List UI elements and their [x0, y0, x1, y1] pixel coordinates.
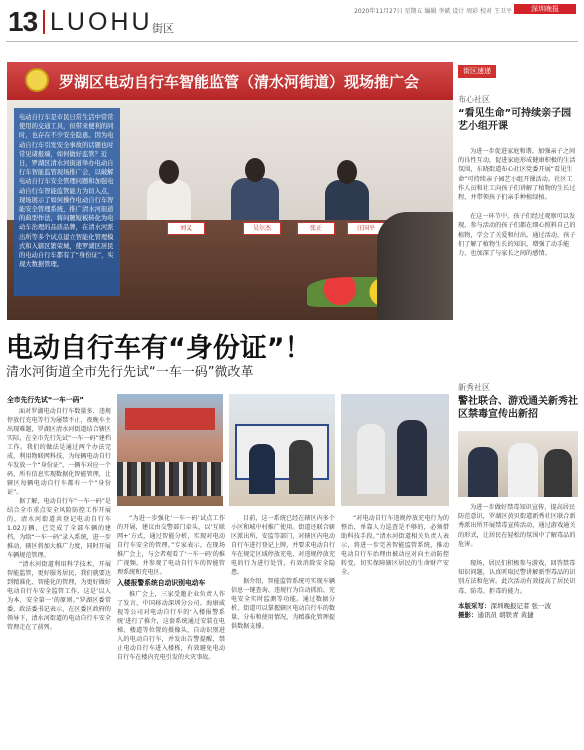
person-figure: [397, 420, 427, 496]
article-subhead: 入楼报警系统自动识别电动车: [117, 579, 206, 587]
emblem-icon: [25, 68, 49, 92]
main-headline: 电动自行车有“身份证”！: [6, 333, 312, 364]
article-photo-crowd: [117, 394, 223, 506]
section-title-en: LUOHU: [50, 8, 153, 36]
nameplate: 张正: [297, 222, 335, 235]
sidebar-section: 布心社区: [458, 95, 490, 104]
sidebar-paragraph: 为进一步做好禁毒知识宣传，提高居民防范意识，罗湖区黄贝街道新秀社区联合新秀派出所开展禁毒宣传活动，通过游戏通关的形式，让居民在轻松的氛围中了解毒品的危害。: [458, 504, 576, 548]
credit-label: 本版采写：: [458, 601, 491, 610]
credit: [458, 602, 578, 620]
sidebar-photo: [458, 431, 578, 497]
newspaper-logo: 深圳晚报: [514, 4, 576, 14]
article-paragraph: “对电动自行车违规停放充电行为的整治，单靠人力巡查是不够的，必须借助科技手段。”清水河街道相关负责人表示，将进一步完善智能监管系统，推动电动自行车治理由被动应对向主动防控转变，切实保障辖区居民的生命财产安全。: [341, 515, 449, 576]
article-subhead: 全市先行先试“一车一码”: [7, 396, 84, 404]
nameplate: 汪国平: [347, 222, 385, 235]
nameplate: 刘义: [167, 222, 205, 235]
article-column-3: [231, 514, 335, 742]
section-title-cn: 街区: [152, 22, 174, 35]
event-tent: [125, 408, 215, 430]
person-figure: [249, 444, 275, 494]
article-photo-people: [341, 394, 449, 506]
banner-text: 罗湖区电动自行车智能监管（清水河街道）现场推广会: [59, 73, 420, 91]
sidebar-section: 新秀社区: [458, 383, 490, 392]
person-figure: [357, 424, 385, 494]
sidebar-title: “看见生命”可持续亲子园艺小组开课: [458, 108, 572, 132]
article-photo-shop: [229, 394, 335, 506]
sidebar-title: 警社联合、游戏通关新秀社区禁毒宣传出新招: [458, 396, 578, 420]
article-column-4: [341, 514, 449, 742]
credit-names: 通讯员 胡铁青 黄捷: [477, 610, 534, 619]
hero-intro-box: 电动自行车是市民日常生活中常常使用的交通工具，但带来便利的同时，也存在不少安全隐患。因为电动自行车引发安全事故的话题也时常见诸报端，如何做好监管？近日，罗湖区清水河街道举办电动自行车智能监管现场推广会，以破解电动自行车安全管理问题和加强电动自行车智能监管能力为切入点，现场展示了如何操作电动自行车智能安全管理系统，推广清水河街道的典型作法，将问题短板转化为电动车治理的品质品牌，在清水河派出所等多个试点建立智能化管理模式和入辖区繁荣城，使罗湖区居民的电动自行车都有了“身份证”，实现大数据管理。: [14, 108, 120, 296]
article-paragraph: 推广会上，三家受邀企业负责人作了发言，中国移动深圳分公司、海康威视等公司对电动自行车的‘入楼报警系统’进行了推介，这套系统通过安装在电梯、楼道等位置的摄像头，自动识别进入的电动自行车，并发出告警提醒，禁止电动自行车进入楼栋，有效避免电动自行车在楼内充电引发的火灾事故。: [117, 591, 225, 661]
header-divider: [43, 10, 45, 34]
article-column-1: [7, 394, 111, 742]
article-paragraph: 面对罗湖电动自行车数量多、违规停放行充电等行为屡禁不止，夜晚车主出现难题，罗湖区清水河街道结合辖区实际，在全市先行先试“一车一码”建档工作。我们的做法是通过两个办法完成，利用物联网科技，为每辆电动自行车发放一个“身份证”，一辆车对应一个码，所有信息实现数据化智能管理，让辖区每辆电动自行车都有一个“身份证”。: [7, 408, 111, 496]
article-column-2: [117, 514, 225, 742]
article-paragraph: “清水河街道利用科学技术，开展智能监管，更好服务居民，我们就要达到精准化、智能化的管理，为更好做好电动自行车安全监管工作，这是‘以人为本，安全第一’的原则。”罗湖区委常委、政法委书记表示，在区委区政府的领导下，清水河街道的电动自行车安全管理走在了前列。: [7, 561, 111, 631]
sidebar-news-2: [458, 382, 578, 620]
header-rule: [6, 41, 578, 42]
article-paragraph: 据介绍，智能监管系统可实现车辆信息一键查询、违规行为自动抓拍、充电安全实时监测等功能。通过数据分析，街道可以掌握辖区电动自行车的数量、分布和使用情况，为精准化管理提供数据支撑。: [231, 578, 335, 630]
official-figure: [147, 180, 191, 224]
article-paragraph: “为进一步强化‘一车一码’试点工作的开展，建议由交警部门牵头，以‘互联网+’方式，通过智能分析，实现对电动自行车安全的管理。”专家表示，在现场推广会上，与会者观看了‘一车一码’的推广视频，并参观了电动自行车的智能管理系统和充电区。: [117, 515, 225, 576]
official-figure: [325, 180, 369, 224]
sidebar-paragraph: 为进一步促进家庭和谐，加强亲子之间的良性互动，促进家庭形成健康积极的生活氛围，东晓街道布心社区党委开展“看见生命”可持续亲子园艺小组开课活动。社区工作人员和社工向孩子们讲解了植物的生长过程，并带领孩子们亲手种植绿植。: [458, 148, 576, 202]
sidebar-tag: 街区速递: [458, 65, 496, 78]
sub-headline: 清水河街道全市先行先试“一车一码”微改革: [6, 365, 254, 380]
article-paragraph: 据了解，电动自行车“一车一码”是结合全市重点安全风险防控工作开展的，清水河街道共登记电动自行车1.02万辆，已完成了全部车辆的建档。为给“一车一码”录入系统，进一步推动，辖区将加大推广力度，同时开展车辆规范管理。: [7, 498, 111, 559]
sidebar-paragraph: 在这一环节中，孩子们经过观察可以发现，参与活动的孩子们都在细心照料自己的植物，学会了关爱和付出。通过活动，孩子们了解了植物生长的知识，增强了动手能力，也加深了与家长之间的感情。: [458, 213, 576, 258]
crowd: [117, 462, 223, 496]
credit-names: 深圳晚报记者 张一波: [490, 601, 552, 610]
sidebar-news: [458, 58, 578, 258]
issue-meta: 2020年11月27日 星期五 编辑 李斌 设计 周彩 校对 王卫平: [354, 8, 512, 15]
page-number: 13: [8, 6, 38, 37]
sidebar-paragraph: 现场，居民们积极参与游戏，回答禁毒知识问题，认真听取民警讲解新型毒品的识别方法和危害。此次活动有效提高了居民识毒、防毒、拒毒的能力。: [458, 560, 576, 595]
credit-label: 摄影：: [458, 610, 478, 619]
page-header: [6, 4, 578, 42]
official-figure: [231, 178, 279, 224]
article-paragraph: 目前，这一系统已经在辖区内多个小区和城中村推广使用。街道还联合辖区派出所、安监等部门，对辖区内电动自行车进行登记上牌，并要求电动自行车在规定区域停放充电，对违规停放充电的行为进行处罚，有效消除安全隐患。: [231, 515, 335, 576]
nameplate: 吴尔杰: [243, 222, 281, 235]
meeting-banner: [7, 62, 453, 100]
person-figure: [289, 440, 313, 494]
foreground-figure: [377, 212, 453, 320]
